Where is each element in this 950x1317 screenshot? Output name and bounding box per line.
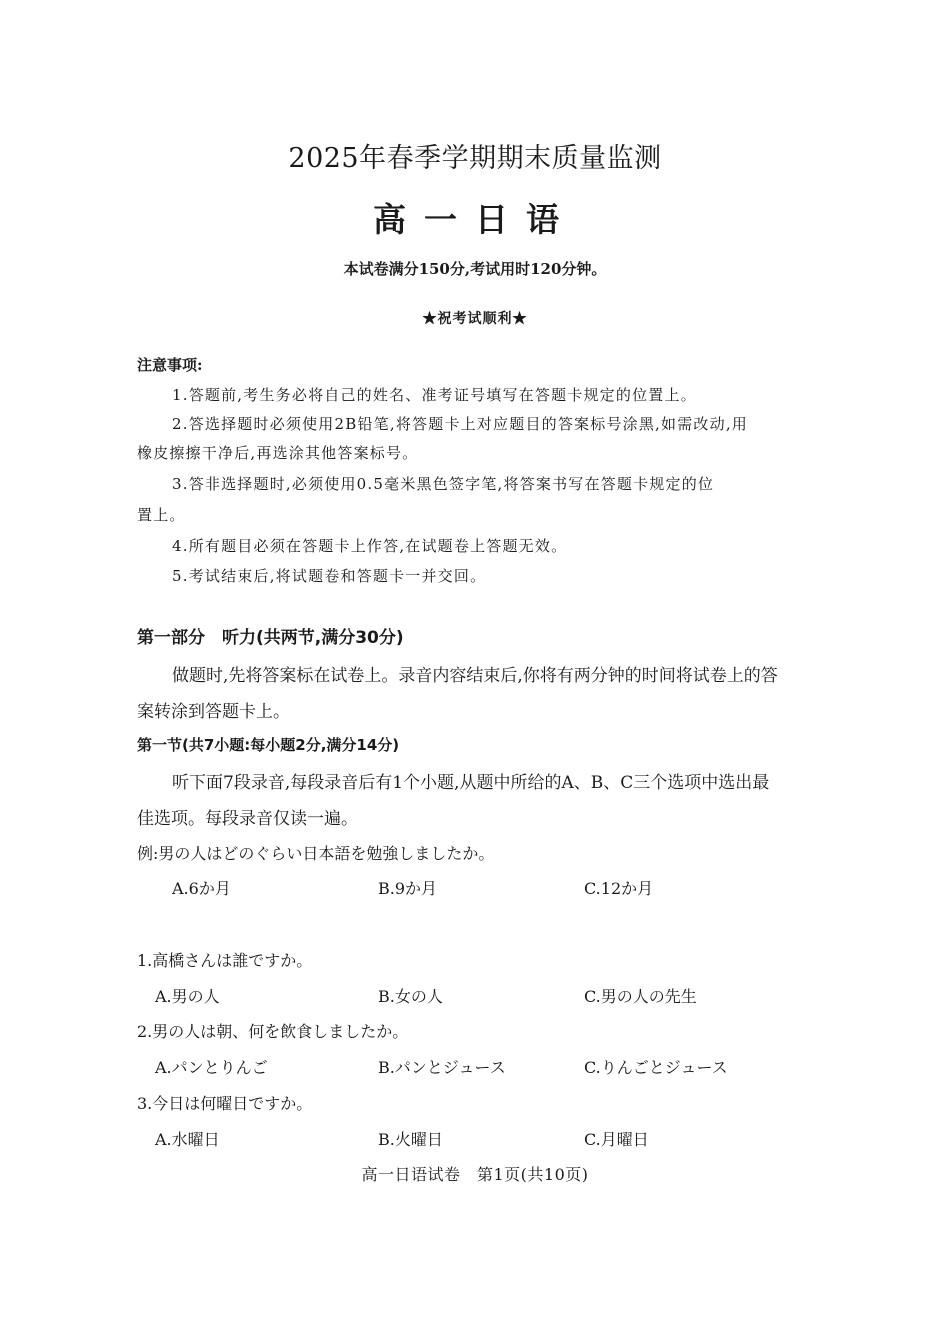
notice-line: 4.所有题目必须在答题卡上作答,在试题卷上答题无效。 xyxy=(172,537,568,555)
part1-intro-line: 案转涂到答题卡上。 xyxy=(137,702,290,722)
q3-option-a: A.水曜日 xyxy=(155,1130,220,1149)
question-3: 3.今日は何曜日ですか。 xyxy=(137,1094,313,1113)
notice-heading: 注意事项: xyxy=(137,356,203,374)
question-2: 2.男の人は朝、何を飲食しましたか。 xyxy=(137,1022,409,1041)
question-1: 1.高橋さんは誰ですか。 xyxy=(137,951,313,970)
q3-option-b: B.火曜日 xyxy=(378,1130,443,1149)
part1-heading: 第一部分 听力(共两节,满分30分) xyxy=(137,628,404,648)
page-footer: 高一日语试卷 第1页(共10页) xyxy=(361,1165,589,1184)
notice-line: 2.答选择题时必须使用2B铅笔,将答题卡上对应题目的答案标号涂黑,如需改动,用 xyxy=(172,415,748,433)
example-option-b: B.9か月 xyxy=(378,879,438,898)
notice-line: 置上。 xyxy=(137,506,186,524)
example-option-c: C.12か月 xyxy=(584,879,654,898)
part1-intro-line: 做题时,先将答案标在试卷上。录音内容结束后,你将有两分钟的时间将试卷上的答 xyxy=(172,666,778,686)
q3-option-c: C.月曜日 xyxy=(584,1130,649,1149)
notice-line: 3.答非选择题时,必须使用0.5毫米黑色签字笔,将答案书写在答题卡规定的位 xyxy=(172,475,715,493)
q1-option-c: C.男の人の先生 xyxy=(584,987,697,1006)
q2-option-b: B.パンとジュース xyxy=(378,1058,506,1077)
exam-title: 2025年春季学期期末质量监测 xyxy=(288,143,662,174)
q1-option-a: A.男の人 xyxy=(155,987,220,1006)
q2-option-c: C.りんごとジュース xyxy=(584,1058,728,1077)
q1-option-b: B.女の人 xyxy=(378,987,443,1006)
q2-option-a: A.パンとりんご xyxy=(155,1058,268,1077)
notice-line: 5.考试结束后,将试题卷和答题卡一并交回。 xyxy=(172,567,487,585)
section1-heading: 第一节(共7小题:每小题2分,满分14分) xyxy=(137,736,400,754)
blessing-line: ★祝考试顺利★ xyxy=(422,311,528,327)
notice-line: 1.答题前,考生务必将自己的姓名、准考证号填写在答题卡规定的位置上。 xyxy=(172,386,697,404)
section1-intro-line: 听下面7段录音,每段录音后有1个小题,从题中所给的A、B、C三个选项中选出最 xyxy=(172,773,770,793)
score-line: 本试卷满分150分,考试用时120分钟。 xyxy=(343,260,607,278)
example-option-a: A.6か月 xyxy=(172,879,231,898)
notice-line: 橡皮擦擦干净后,再选涂其他答案标号。 xyxy=(137,444,419,462)
section1-intro-line: 佳选项。每段录音仅读一遍。 xyxy=(137,809,358,829)
subject-title: 高一日语 xyxy=(373,200,577,239)
example-question: 例:男の人はどのぐらい日本語を勉強しましたか。 xyxy=(137,844,495,863)
